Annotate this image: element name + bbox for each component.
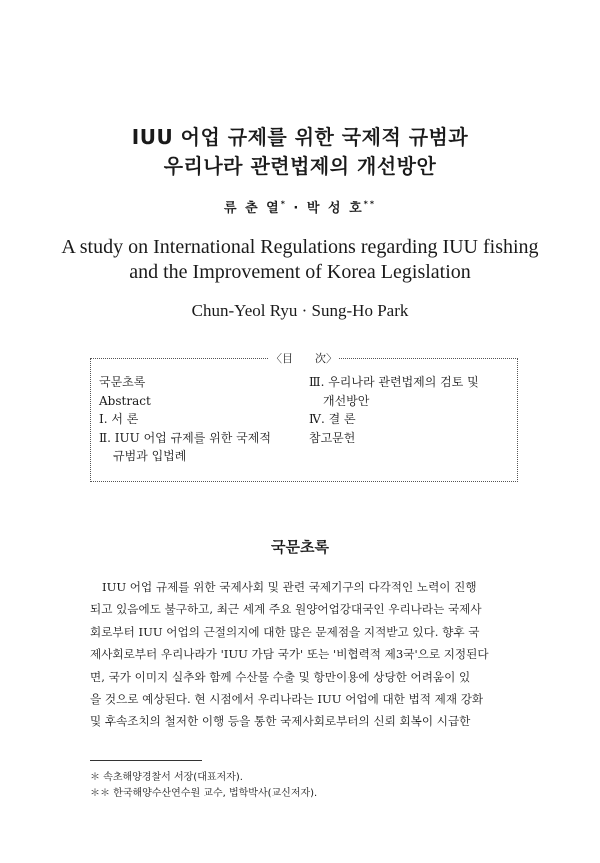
abstract-body	[90, 576, 516, 733]
toc-item-abstract: Abstract	[99, 393, 151, 408]
toc-left-column	[99, 373, 299, 466]
footnote-1: ＊ 속초해양경찰서 서장(대표저자).	[90, 772, 243, 783]
toc-heading: 〈目 次〉	[271, 352, 337, 365]
authors-korean	[0, 197, 600, 216]
author1-mark: *	[280, 199, 287, 209]
title-english-line1: A study on International Regulations regarding IUU fishing	[61, 236, 539, 258]
toc-item-references: 참고문헌	[309, 430, 356, 445]
toc-item-introduction: Ⅰ. 서 론	[99, 412, 139, 426]
toc-item-korean-abstract: 국문초록	[99, 375, 146, 389]
title-korean-line2: 우리나라 관련법제의 개선방안	[163, 154, 437, 178]
abstract-line: 을 것으로 예상된다. 현 시점에서 우리나라는 IUU 어업에 대한 법적 제재 강화	[90, 692, 484, 707]
author1-korean: 류 춘 열	[223, 201, 281, 216]
section-heading-abstract: 국문초록	[271, 538, 329, 556]
abstract-line: 제사회로부터 우리나라가 'IUU 가담 국가' 또는 '비협력적 제3국'으로 지정된다	[90, 647, 489, 662]
author-separator: ·	[286, 201, 307, 216]
table-of-contents	[90, 352, 518, 482]
abstract-line: 면, 국가 이미지 실추와 함께 수산물 수출 및 항만이용에 상당한 어려움이 있	[90, 669, 471, 684]
toc-right-column	[309, 373, 509, 447]
abstract-line: 회로부터 IUU 어업의 근절의지에 대한 많은 문제점을 지적받고 있다. 향후 국	[90, 624, 480, 639]
author2-korean: 박 성 호	[306, 201, 364, 216]
toc-item-section-2: Ⅱ. IUU 어업 규제를 위한 국제적 규범과 입법례	[99, 430, 271, 463]
toc-item-conclusion: Ⅳ. 결 론	[309, 412, 356, 426]
abstract-line: 되고 있음에도 불구하고, 최근 세계 주요 원양어업강대국인 우리나라는 국제사	[90, 602, 482, 617]
author2-mark: **	[363, 199, 377, 209]
abstract-line: 및 후속조치의 철저한 이행 등을 통한 국제사회로부터의 신뢰 회복이 시급한	[90, 714, 471, 729]
footnote-2: ＊＊ 한국해양수산연수원 교수, 법학박사(교신저자).	[90, 788, 318, 799]
toc-item-section-3: Ⅲ. 우리나라 관련법제의 검토 및 개선방안	[309, 375, 479, 408]
authors-english: Chun-Yeol Ryu · Sung-Ho Park	[191, 301, 409, 320]
abstract-line: IUU 어업 규제를 위한 국제사회 및 관련 국제기구의 다각적인 노력이 진행	[102, 580, 477, 594]
footnote-divider	[90, 760, 202, 761]
title-english-line2: and the Improvement of Korea Legislation	[129, 261, 471, 283]
title-korean-line1: IUU 어업 규제를 위한 국제적 규범과	[131, 125, 469, 149]
